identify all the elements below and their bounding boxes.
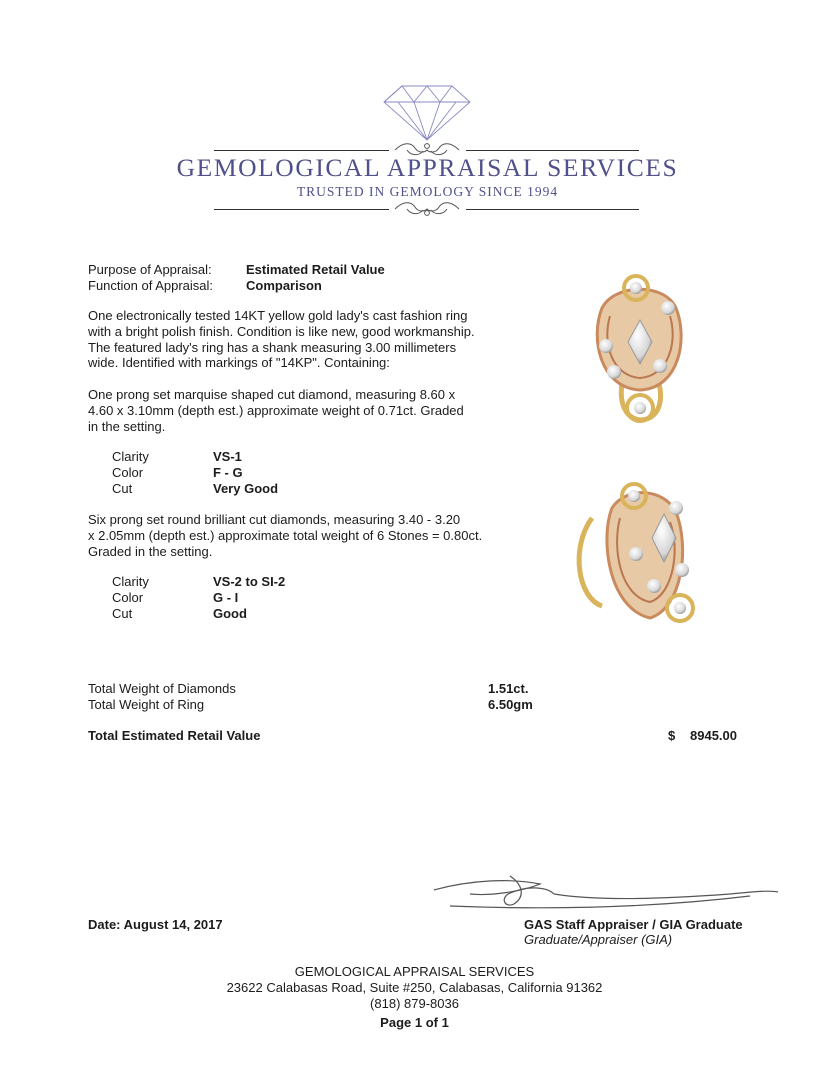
flourish-bottom-icon	[393, 199, 461, 219]
side-clarity-value: VS-2 to SI-2	[213, 574, 286, 589]
center-stone-description	[88, 387, 518, 434]
function-label: Function of Appraisal:	[88, 278, 214, 293]
purpose-label: Purpose of Appraisal:	[88, 262, 212, 277]
header-company-name: GEMOLOGICAL APPRAISAL SERVICES	[176, 153, 679, 182]
total-ring-value: 6.50gm	[488, 697, 533, 712]
appraiser-title: GAS Staff Appraiser / GIA Graduate	[524, 917, 743, 932]
description-line: One prong set marquise shaped cut diamond, measuring 8.60 x	[88, 387, 456, 402]
footer-address: 23622 Calabasas Road, Suite #250, Calabasas, California 91362	[226, 980, 603, 995]
center-cut-label: Cut	[112, 481, 133, 496]
appraisal-date: Date: August 14, 2017	[88, 917, 223, 932]
description-line: Graded in the setting.	[88, 543, 213, 559]
function-value: Comparison	[246, 278, 322, 293]
header-rule-bottom-left	[214, 209, 389, 210]
total-retail-label: Total Estimated Retail Value	[88, 728, 261, 743]
total-diamonds-value: 1.51ct.	[488, 681, 529, 696]
header-rule-top-left	[214, 150, 389, 151]
total-ring-label: Total Weight of Ring	[88, 697, 205, 712]
ring-photo-bottom	[572, 478, 702, 638]
center-color-value: F - G	[213, 465, 243, 480]
footer-phone: (818) 879-8036	[370, 996, 459, 1011]
appraiser-subtitle: Graduate/Appraiser (GIA)	[524, 932, 673, 947]
center-cut-value: Very Good	[213, 481, 279, 496]
diamond-logo-icon	[382, 84, 472, 142]
description-line: with a bright polish finish. Condition is like new, good workmanship.	[88, 323, 475, 339]
ring-photo-top	[580, 268, 700, 428]
description-line: The featured lady's ring has a shank measuring 3.00 millimeters	[88, 339, 457, 355]
ring-description	[88, 308, 518, 371]
center-clarity-label: Clarity	[112, 449, 149, 464]
side-cut-value: Good	[213, 606, 247, 621]
page-number: Page 1 of 1	[380, 1015, 449, 1030]
total-diamonds-label: Total Weight of Diamonds	[88, 681, 236, 696]
center-color-label: Color	[112, 465, 144, 480]
description-line: One electronically tested 14KT yellow gold lady's cast fashion ring	[88, 308, 468, 323]
header-rule-top-right	[466, 150, 639, 151]
purpose-value: Estimated Retail Value	[246, 262, 385, 277]
side-cut-label: Cut	[112, 606, 133, 621]
description-line: in the setting.	[88, 418, 166, 434]
description-line: wide. Identified with markings of "14KP". Containing:	[88, 355, 390, 371]
side-clarity-label: Clarity	[112, 574, 149, 589]
description-line: Six prong set round brilliant cut diamonds, measuring 3.40 - 3.20	[88, 512, 461, 527]
center-clarity-value: VS-1	[213, 449, 242, 464]
description-line: 4.60 x 3.10mm (depth est.) approximate weight of 0.71ct. Graded	[88, 402, 464, 418]
total-retail-value: 8945.00	[690, 728, 737, 743]
header-tagline: TRUSTED IN GEMOLOGY SINCE 1994	[296, 184, 559, 199]
side-stones-description	[88, 512, 528, 559]
side-color-label: Color	[112, 590, 144, 605]
side-color-value: G - I	[213, 590, 239, 605]
appraiser-signature	[430, 870, 780, 920]
header-rule-bottom-right	[466, 209, 639, 210]
description-line: x 2.05mm (depth est.) approximate total weight of 6 Stones = 0.80ct.	[88, 527, 483, 543]
total-retail-currency: $	[668, 728, 676, 743]
footer-company: GEMOLOGICAL APPRAISAL SERVICES	[294, 964, 535, 979]
